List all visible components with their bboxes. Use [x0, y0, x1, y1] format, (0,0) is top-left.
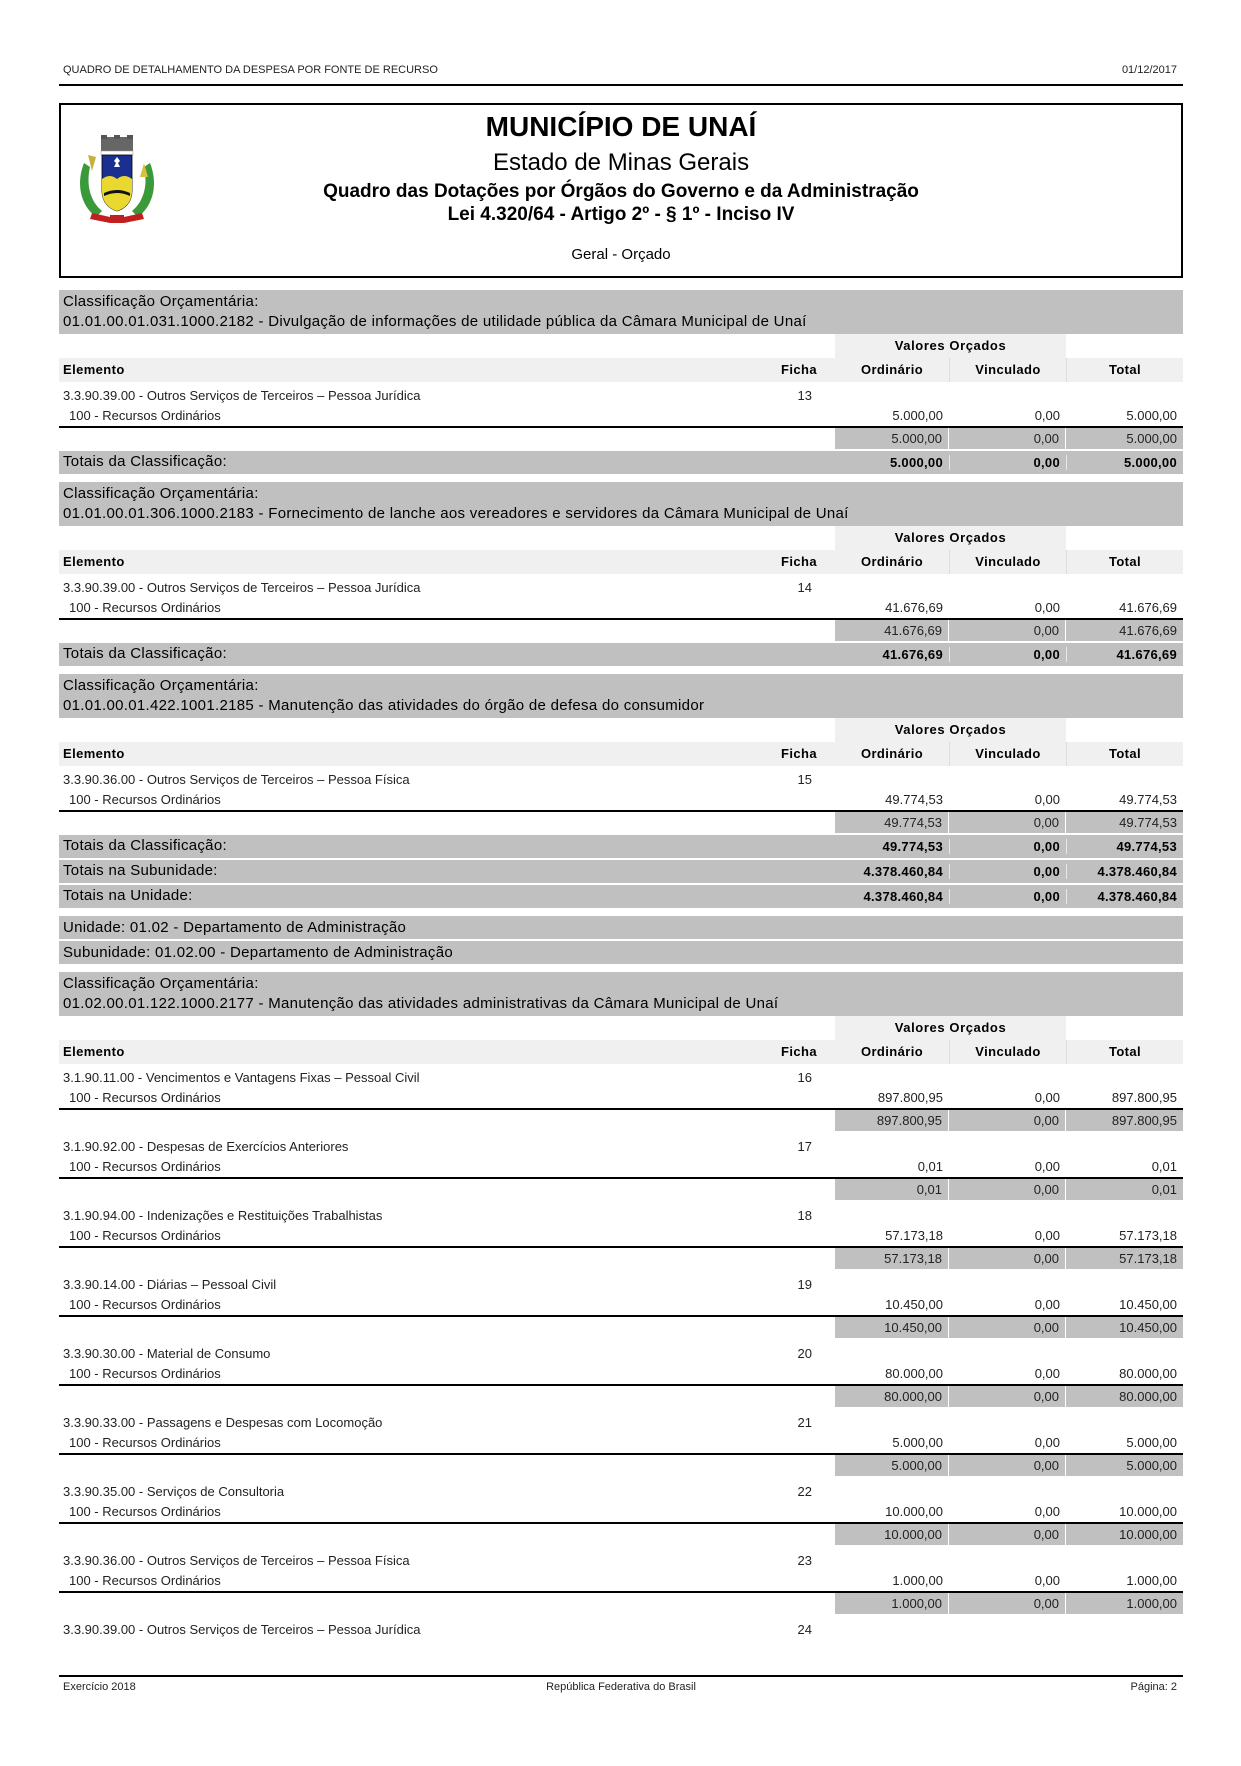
classification-header [59, 972, 1183, 1016]
classification-label: Classificação Orçamentária: [63, 293, 259, 310]
totals-total: 5.000,00 [1066, 455, 1177, 470]
ficha: 23 [797, 1553, 812, 1568]
elemento: 3.1.90.11.00 - Vencimentos e Vantagens Fixas – Pessoal Civil [63, 1070, 420, 1085]
table-row [59, 1616, 1183, 1656]
classification-label: Classificação Orçamentária: [63, 975, 259, 992]
ordinario-value: 10.450,00 [885, 1297, 943, 1312]
col-total: Total [1066, 742, 1183, 766]
ficha: 19 [797, 1277, 812, 1292]
elemento: 3.1.90.92.00 - Despesas de Exercícios Anteriores [63, 1139, 349, 1154]
subtotal-ordinario: 5.000,00 [835, 428, 948, 449]
ordinario-value: 49.774,53 [885, 792, 943, 807]
total-value: 10.000,00 [1119, 1504, 1177, 1519]
ficha: 18 [797, 1208, 812, 1223]
subtotal-vinculado: 0,00 [949, 1455, 1065, 1476]
fonte: 100 - Recursos Ordinários [69, 1573, 221, 1588]
col-ficha: Ficha [781, 362, 817, 377]
elemento: 3.1.90.94.00 - Indenizações e Restituições Trabalhistas [63, 1208, 383, 1223]
fonte: 100 - Recursos Ordinários [69, 1159, 221, 1174]
report-header [59, 62, 1183, 82]
col-elemento: Elemento [63, 746, 125, 761]
col-elemento: Elemento [63, 554, 125, 569]
classification-code: 01.01.00.01.422.1001.2185 - Manutenção das atividades do órgão de defesa do consumidor [63, 697, 705, 714]
valores-orcados-label: Valores Orçados [835, 526, 1066, 550]
col-ordinario: Ordinário [860, 1044, 924, 1059]
totals-ordinario: 5.000,00 [889, 455, 943, 470]
col-vinculado: Vinculado [949, 1040, 1066, 1064]
subtotal-total: 49.774,53 [1066, 812, 1183, 833]
footer-rule [59, 1675, 1183, 1677]
classification-label: Classificação Orçamentária: [63, 677, 259, 694]
subtotal-total: 10.450,00 [1066, 1317, 1183, 1338]
total-value: 5.000,00 [1126, 1435, 1177, 1450]
col-ordinario: Ordinário [860, 554, 924, 569]
elemento: 3.3.90.36.00 - Outros Serviços de Terceiros – Pessoa Física [63, 1553, 410, 1568]
unidade-totals-label: Totais na Unidade: [63, 887, 193, 904]
vinculado-value: 0,00 [1034, 1090, 1060, 1105]
table-row [59, 574, 1183, 643]
vinculado-value: 0,00 [1034, 1573, 1060, 1588]
totals-label: Totais da Classificação: [63, 645, 227, 662]
vinculado-value: 0,00 [1034, 1297, 1060, 1312]
report-body [59, 290, 1183, 1656]
col-ficha: Ficha [781, 554, 817, 569]
col-ficha: Ficha [781, 746, 817, 761]
col-total: Total [1066, 550, 1183, 574]
fonte: 100 - Recursos Ordinários [69, 1435, 221, 1450]
subunidade-totals-label: Totais na Subunidade: [63, 862, 218, 879]
subunidade-totals [59, 860, 1183, 883]
elemento: 3.3.90.35.00 - Serviços de Consultoria [63, 1484, 285, 1499]
ficha: 16 [797, 1070, 812, 1085]
totals-ordinario: 41.676,69 [882, 647, 943, 662]
table-row [59, 1547, 1183, 1616]
vinculado-value: 0,00 [1034, 1366, 1060, 1381]
footer-center: República Federativa do Brasil [546, 1681, 696, 1693]
report-subtitle: Quadro das Dotações por Órgãos do Governo e da Administração [323, 181, 919, 202]
subtotal-ordinario: 80.000,00 [835, 1386, 948, 1407]
totals-vinculado: 0,00 [949, 455, 1060, 470]
vinculado-value: 0,00 [1034, 600, 1060, 615]
column-headers [59, 358, 1183, 382]
fonte: 100 - Recursos Ordinários [69, 1366, 221, 1381]
subtotal-ordinario: 49.774,53 [835, 812, 948, 833]
subtotal-total: 41.676,69 [1066, 620, 1183, 641]
subtotal-total: 0,01 [1066, 1179, 1183, 1200]
unidade-vinculado: 0,00 [949, 889, 1060, 904]
col-vinculado: Vinculado [949, 742, 1066, 766]
report-date: 01/12/2017 [1121, 64, 1177, 76]
vinculado-value: 0,00 [1034, 1159, 1060, 1174]
total-value: 49.774,53 [1119, 792, 1177, 807]
law-reference: Lei 4.320/64 - Artigo 2º - § 1º - Inciso IV [447, 204, 795, 225]
subtotal-total: 1.000,00 [1066, 1593, 1183, 1614]
ficha: 17 [797, 1139, 812, 1154]
valores-orcados-label: Valores Orçados [835, 1016, 1066, 1040]
vinculado-value: 0,00 [1034, 1504, 1060, 1519]
valores-orcados-label: Valores Orçados [835, 334, 1066, 358]
subtotal-vinculado: 0,00 [949, 1317, 1065, 1338]
fonte: 100 - Recursos Ordinários [69, 600, 221, 615]
values-group-header [59, 718, 1183, 742]
total-value: 57.173,18 [1119, 1228, 1177, 1243]
total-value: 41.676,69 [1119, 600, 1177, 615]
classification-totals [59, 643, 1183, 666]
totals-vinculado: 0,00 [949, 839, 1060, 854]
total-value: 0,01 [1151, 1159, 1177, 1174]
col-ficha: Ficha [781, 1044, 817, 1059]
vinculado-value: 0,00 [1034, 792, 1060, 807]
table-row [59, 1064, 1183, 1133]
ficha: 13 [797, 388, 812, 403]
subunidade-header: Subunidade: 01.02.00 - Departamento de Administração [59, 941, 1183, 964]
subtotal-vinculado: 0,00 [949, 1593, 1065, 1614]
unidade-ordinario: 4.378.460,84 [863, 889, 943, 904]
subtotal-ordinario: 897.800,95 [835, 1110, 948, 1131]
elemento: 3.3.90.30.00 - Material de Consumo [63, 1346, 271, 1361]
ordinario-value: 57.173,18 [885, 1228, 943, 1243]
fonte: 100 - Recursos Ordinários [69, 408, 221, 423]
ordinario-value: 80.000,00 [885, 1366, 943, 1381]
fonte: 100 - Recursos Ordinários [69, 1504, 221, 1519]
ordinario-value: 10.000,00 [885, 1504, 943, 1519]
col-total: Total [1066, 1040, 1183, 1064]
values-group-header [59, 1016, 1183, 1040]
elemento: 3.3.90.39.00 - Outros Serviços de Terceiros – Pessoa Jurídica [63, 580, 421, 595]
column-headers [59, 1040, 1183, 1064]
classification-totals [59, 835, 1183, 858]
total-value: 10.450,00 [1119, 1297, 1177, 1312]
column-headers [59, 550, 1183, 574]
classification-label: Classificação Orçamentária: [63, 485, 259, 502]
totals-label: Totais da Classificação: [63, 453, 227, 470]
subtotal-vinculado: 0,00 [949, 1179, 1065, 1200]
unidade-header: Unidade: 01.02 - Departamento de Administração [59, 916, 1183, 939]
ordinario-value: 41.676,69 [885, 600, 943, 615]
elemento: 3.3.90.36.00 - Outros Serviços de Terceiros – Pessoa Física [63, 772, 410, 787]
subtotal-ordinario: 0,01 [835, 1179, 948, 1200]
fonte: 100 - Recursos Ordinários [69, 1090, 221, 1105]
header-rule [59, 84, 1183, 86]
title-box [59, 103, 1183, 278]
table-row [59, 766, 1183, 835]
table-row [59, 1478, 1183, 1547]
unidade-totals [59, 885, 1183, 908]
subunidade-total: 4.378.460,84 [1066, 864, 1177, 879]
table-row [59, 1202, 1183, 1271]
classification-code: 01.01.00.01.306.1000.2183 - Fornecimento de lanche aos vereadores e servidores da Câmara Municipal de Unaí [63, 505, 849, 522]
ordinario-value: 0,01 [917, 1159, 943, 1174]
elemento: 3.3.90.39.00 - Outros Serviços de Terceiros – Pessoa Jurídica [63, 388, 421, 403]
subtotal-total: 897.800,95 [1066, 1110, 1183, 1131]
totals-vinculado: 0,00 [949, 647, 1060, 662]
elemento: 3.3.90.33.00 - Passagens e Despesas com Locomoção [63, 1415, 383, 1430]
values-group-header [59, 334, 1183, 358]
subtotal-ordinario: 1.000,00 [835, 1593, 948, 1614]
subtotal-vinculado: 0,00 [949, 428, 1065, 449]
ficha: 20 [797, 1346, 812, 1361]
vinculado-value: 0,00 [1034, 1435, 1060, 1450]
report-scope: Geral - Orçado [571, 246, 671, 263]
ordinario-value: 5.000,00 [892, 1435, 943, 1450]
totals-ordinario: 49.774,53 [882, 839, 943, 854]
ficha: 22 [797, 1484, 812, 1499]
totals-label: Totais da Classificação: [63, 837, 227, 854]
municipality-title: MUNICÍPIO DE UNAÍ [485, 111, 757, 142]
subtotal-ordinario: 10.000,00 [835, 1524, 948, 1545]
subunidade-ordinario: 4.378.460,84 [863, 864, 943, 879]
elemento: 3.3.90.39.00 - Outros Serviços de Terceiros – Pessoa Jurídica [63, 1622, 421, 1637]
vinculado-value: 0,00 [1034, 408, 1060, 423]
table-row [59, 1133, 1183, 1202]
col-total: Total [1066, 358, 1183, 382]
table-row [59, 1271, 1183, 1340]
total-value: 1.000,00 [1126, 1573, 1177, 1588]
ordinario-value: 5.000,00 [892, 408, 943, 423]
total-value: 897.800,95 [1111, 1090, 1177, 1105]
subtotal-total: 57.173,18 [1066, 1248, 1183, 1269]
classification-header [59, 482, 1183, 526]
subunidade-vinculado: 0,00 [949, 864, 1060, 879]
unidade-total: 4.378.460,84 [1066, 889, 1177, 904]
elemento: 3.3.90.14.00 - Diárias – Pessoal Civil [63, 1277, 277, 1292]
subtotal-vinculado: 0,00 [949, 1524, 1065, 1545]
ordinario-value: 897.800,95 [877, 1090, 943, 1105]
subtotal-ordinario: 10.450,00 [835, 1317, 948, 1338]
classification-header [59, 290, 1183, 334]
page-number: Página: 2 [1130, 1681, 1177, 1693]
ficha: 21 [797, 1415, 812, 1430]
report-name: QUADRO DE DETALHAMENTO DA DESPESA POR FONTE DE RECURSO [63, 64, 438, 76]
classification-code: 01.01.00.01.031.1000.2182 - Divulgação de informações de utilidade pública da Câmara Municipal de Unaí [63, 313, 807, 330]
subtotal-total: 80.000,00 [1066, 1386, 1183, 1407]
table-row [59, 1409, 1183, 1478]
subtotal-ordinario: 57.173,18 [835, 1248, 948, 1269]
col-elemento: Elemento [63, 362, 125, 377]
totals-total: 49.774,53 [1066, 839, 1177, 854]
valores-orcados-label: Valores Orçados [835, 718, 1066, 742]
subtotal-vinculado: 0,00 [949, 812, 1065, 833]
ficha: 24 [797, 1622, 812, 1637]
classification-totals [59, 451, 1183, 474]
ficha: 14 [797, 580, 812, 595]
ordinario-value: 1.000,00 [892, 1573, 943, 1588]
subtotal-total: 5.000,00 [1066, 428, 1183, 449]
vinculado-value: 0,00 [1034, 1228, 1060, 1243]
col-vinculado: Vinculado [949, 358, 1066, 382]
ficha: 15 [797, 772, 812, 787]
subtotal-vinculado: 0,00 [949, 1110, 1065, 1131]
col-elemento: Elemento [63, 1044, 125, 1059]
state-title: Estado de Minas Gerais [492, 149, 750, 176]
fonte: 100 - Recursos Ordinários [69, 792, 221, 807]
subtotal-total: 10.000,00 [1066, 1524, 1183, 1545]
values-group-header [59, 526, 1183, 550]
subtotal-ordinario: 41.676,69 [835, 620, 948, 641]
subtotal-vinculado: 0,00 [949, 1248, 1065, 1269]
classification-code: 01.02.00.01.122.1000.2177 - Manutenção das atividades administrativas da Câmara Municipal de Unaí [63, 995, 779, 1012]
subtotal-vinculado: 0,00 [949, 620, 1065, 641]
classification-header [59, 674, 1183, 718]
subtotal-total: 5.000,00 [1066, 1455, 1183, 1476]
column-headers [59, 742, 1183, 766]
totals-total: 41.676,69 [1066, 647, 1177, 662]
subtotal-vinculado: 0,00 [949, 1386, 1065, 1407]
table-row [59, 382, 1183, 451]
total-value: 5.000,00 [1126, 408, 1177, 423]
total-value: 80.000,00 [1119, 1366, 1177, 1381]
fonte: 100 - Recursos Ordinários [69, 1297, 221, 1312]
col-vinculado: Vinculado [949, 550, 1066, 574]
fonte: 100 - Recursos Ordinários [69, 1228, 221, 1243]
exercicio: Exercício 2018 [63, 1681, 136, 1693]
subtotal-ordinario: 5.000,00 [835, 1455, 948, 1476]
col-ordinario: Ordinário [860, 362, 924, 377]
table-row [59, 1340, 1183, 1409]
col-ordinario: Ordinário [860, 746, 924, 761]
